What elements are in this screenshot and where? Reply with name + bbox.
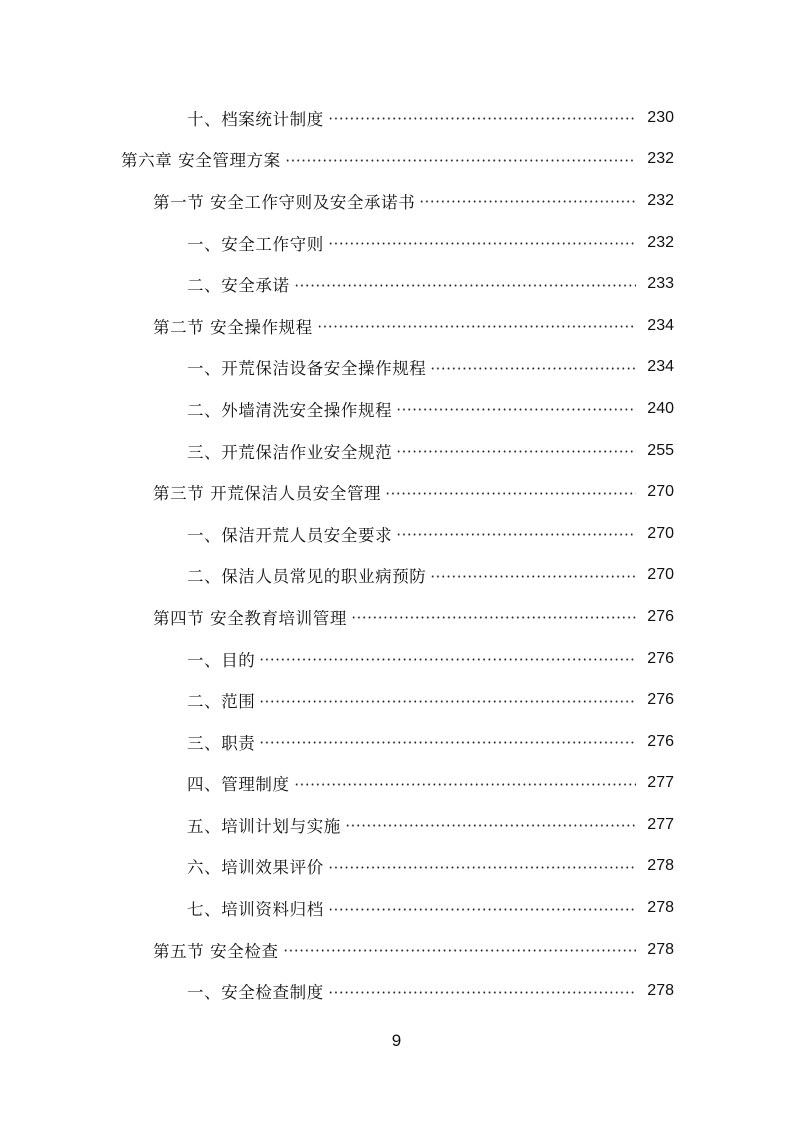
toc-entry[interactable]: [0, 139, 793, 181]
toc-dot-leader: [283, 949, 636, 952]
toc-entry-title: 十、档案统计制度: [187, 109, 324, 129]
toc-entry-page: 278: [647, 857, 674, 875]
toc-entry-title: 七、培训资料归档: [187, 900, 324, 920]
toc-entry-page: 277: [647, 815, 674, 833]
toc-dot-leader: [345, 824, 636, 827]
toc-dot-leader: [396, 408, 636, 411]
toc-entry-title: 三、职责: [187, 733, 256, 753]
toc-entry-title: 二、范围: [187, 692, 256, 712]
toc-entry-title: 第四节 安全教育培训管理: [153, 608, 347, 628]
toc-entry[interactable]: [0, 887, 793, 929]
toc-dot-leader: [328, 866, 636, 869]
toc-entry[interactable]: [0, 180, 793, 222]
toc-entry-page: 255: [647, 441, 674, 459]
toc-dot-leader: [419, 200, 636, 203]
toc-entry-page: 276: [647, 607, 674, 625]
toc-entry[interactable]: [0, 596, 793, 638]
toc-entry-page: 278: [647, 899, 674, 917]
toc-dot-leader: [396, 450, 636, 453]
toc-entry-page: 276: [647, 649, 674, 667]
toc-entry-title: 第三节 开荒保洁人员安全管理: [153, 484, 382, 504]
toc-dot-leader: [430, 367, 636, 370]
toc-entry[interactable]: [0, 638, 793, 680]
toc-entry-title: 一、目的: [187, 650, 256, 670]
toc-entry-page: 232: [647, 191, 674, 209]
toc-entry-title: 一、安全检查制度: [187, 983, 324, 1003]
toc-dot-leader: [317, 325, 636, 328]
toc-dot-leader: [430, 575, 636, 578]
toc-entry[interactable]: [0, 555, 793, 597]
toc-entry-page: 230: [647, 108, 674, 126]
toc-entry-title: 二、保洁人员常见的职业病预防: [187, 567, 427, 587]
toc-dot-leader: [259, 700, 636, 703]
toc-entry[interactable]: [0, 222, 793, 264]
toc-dot-leader: [328, 908, 636, 911]
toc-entry-title: 第二节 安全操作规程: [153, 317, 313, 337]
toc-entry-title: 一、保洁开荒人员安全要求: [187, 525, 393, 545]
table-of-contents: [0, 97, 793, 1012]
toc-dot-leader: [328, 242, 636, 245]
toc-entry[interactable]: [0, 513, 793, 555]
toc-dot-leader: [294, 284, 636, 287]
toc-dot-leader: [294, 783, 636, 786]
toc-entry[interactable]: [0, 804, 793, 846]
toc-entry-title: 五、培训计划与实施: [187, 816, 341, 836]
toc-entry-title: 第五节 安全检查: [153, 941, 279, 961]
toc-dot-leader: [328, 117, 636, 120]
toc-entry-title: 六、培训效果评价: [187, 858, 324, 878]
toc-entry[interactable]: [0, 721, 793, 763]
toc-entry[interactable]: [0, 305, 793, 347]
toc-entry[interactable]: [0, 763, 793, 805]
toc-entry-title: 四、管理制度: [187, 775, 290, 795]
toc-entry-page: 277: [647, 774, 674, 792]
toc-entry-page: 233: [647, 275, 674, 293]
toc-entry[interactable]: [0, 471, 793, 513]
toc-entry[interactable]: [0, 679, 793, 721]
toc-entry[interactable]: [0, 430, 793, 472]
toc-dot-leader: [259, 658, 636, 661]
toc-entry[interactable]: [0, 929, 793, 971]
toc-entry-page: 232: [647, 150, 674, 168]
toc-entry-page: 278: [647, 982, 674, 1000]
toc-entry-page: 270: [647, 566, 674, 584]
toc-entry[interactable]: [0, 263, 793, 305]
toc-entry-title: 第一节 安全工作守则及安全承诺书: [153, 192, 416, 212]
toc-entry-page: 270: [647, 483, 674, 501]
toc-entry-title: 第六章 安全管理方案: [121, 151, 281, 171]
toc-entry-page: 240: [647, 399, 674, 417]
toc-entry-title: 一、开荒保洁设备安全操作规程: [187, 359, 427, 379]
toc-dot-leader: [351, 616, 636, 619]
toc-entry[interactable]: [0, 347, 793, 389]
toc-dot-leader: [328, 991, 636, 994]
toc-entry-title: 三、开荒保洁作业安全规范: [187, 442, 393, 462]
toc-entry-page: 270: [647, 524, 674, 542]
toc-dot-leader: [285, 159, 636, 162]
toc-dot-leader: [396, 533, 636, 536]
toc-entry[interactable]: [0, 388, 793, 430]
toc-entry-page: 234: [647, 358, 674, 376]
toc-dot-leader: [385, 492, 636, 495]
toc-entry-page: 232: [647, 233, 674, 251]
toc-dot-leader: [259, 741, 636, 744]
toc-entry-title: 二、安全承诺: [187, 276, 290, 296]
toc-entry-title: 二、外墙清洗安全操作规程: [187, 400, 393, 420]
toc-entry-page: 276: [647, 732, 674, 750]
toc-entry-title: 一、安全工作守则: [187, 234, 324, 254]
toc-entry-page: 278: [647, 940, 674, 958]
toc-entry[interactable]: [0, 846, 793, 888]
toc-entry[interactable]: [0, 970, 793, 1012]
page-number: 9: [391, 1031, 402, 1050]
toc-entry-page: 276: [647, 691, 674, 709]
toc-entry[interactable]: [0, 97, 793, 139]
toc-entry-page: 234: [647, 316, 674, 334]
